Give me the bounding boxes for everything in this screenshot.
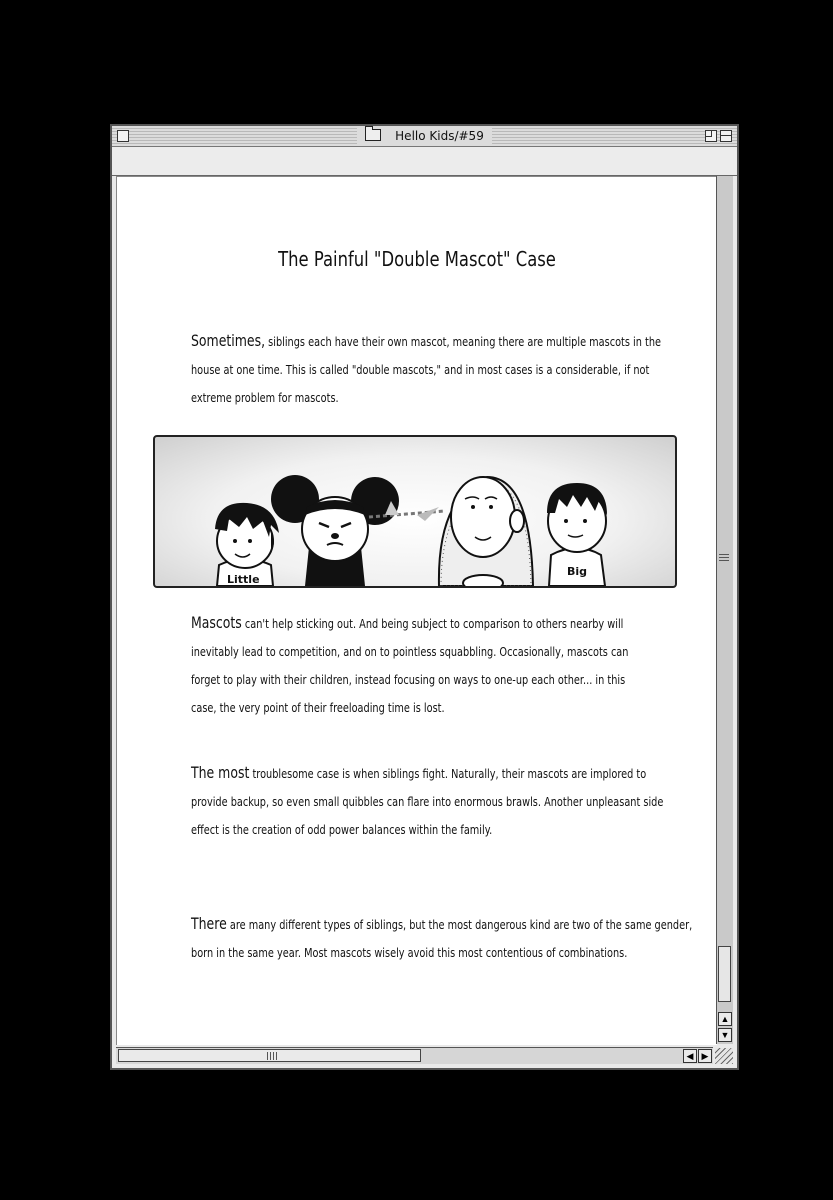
paragraph-4-lead: There: [191, 914, 227, 933]
zoom-box[interactable]: [705, 130, 717, 142]
illustration-panel: [153, 435, 677, 588]
title-bar[interactable]: [112, 126, 737, 147]
little-boy-figure: [215, 503, 279, 586]
paragraph-2: [191, 609, 636, 722]
scroll-down-button[interactable]: ▼: [718, 1028, 732, 1042]
monkey-mascot-figure: [439, 477, 533, 586]
paragraph-4-text: are many different types of siblings, but the most dangerous kind are two of the same gender, born in the same year. Most mascots wisely avoid this most contentious of combinations.: [191, 917, 693, 960]
shirt-label-big: Big: [567, 565, 588, 578]
big-boy-figure: [547, 483, 607, 586]
horizontal-grip-icon: [267, 1052, 277, 1060]
document-window: [110, 124, 739, 1070]
horizontal-scroll-thumb[interactable]: [118, 1049, 421, 1062]
shirt-label-little: Little: [227, 573, 260, 586]
window-header-strip: [112, 147, 737, 176]
paragraph-3-text: troublesome case is when siblings fight. Naturally, their mascots are implored to provide backup, so even small quibbles can flare into enormous brawls. Another unpleasant side effect is the creation of odd power balances within the family.: [191, 766, 664, 837]
paragraph-1-lead: Sometimes,: [191, 331, 266, 350]
paragraph-3: [191, 759, 671, 844]
window-title: Hello Kids/#59: [395, 129, 484, 143]
title-wrap: [112, 126, 737, 146]
mouse-mascot-figure: [271, 475, 399, 586]
resize-grip-icon[interactable]: [715, 1048, 733, 1064]
vertical-scrollbar[interactable]: [716, 176, 733, 1044]
vertical-scroll-thumb[interactable]: [718, 946, 731, 1002]
paragraph-2-lead: Mascots: [191, 613, 242, 632]
article-title: The Painful "Double Mascot" Case: [278, 247, 556, 271]
paragraph-1-text: siblings each have their own mascot, meaning there are multiple mascots in the house at one time. This is called "double mascots," and in most cases is a considerable, if not extreme problem for mascots.: [191, 334, 662, 405]
paragraph-4: [191, 910, 698, 967]
document-content: [116, 176, 717, 1045]
folder-icon: [365, 129, 381, 141]
collapse-box[interactable]: [720, 130, 732, 142]
window-title-pill: [357, 126, 492, 146]
paragraph-3-lead: The most: [191, 763, 250, 782]
scroll-up-button[interactable]: ▲: [718, 1012, 732, 1026]
vertical-grip-icon: [719, 554, 729, 562]
mascots-illustration: [155, 437, 675, 586]
paragraph-2-text: can't help sticking out. And being subject to comparison to others nearby will inevitably lead to competition, and on to pointless squabbling. Occasionally, mascots can forget to play with their children, instead focusing on ways to one-up each other... in this case, the very point of their freeloading time is lost.: [191, 616, 629, 715]
scroll-left-button[interactable]: ◀: [683, 1049, 697, 1063]
horizontal-scrollbar[interactable]: [116, 1047, 713, 1064]
scroll-right-button[interactable]: ▶: [698, 1049, 712, 1063]
paragraph-1: [191, 327, 671, 412]
